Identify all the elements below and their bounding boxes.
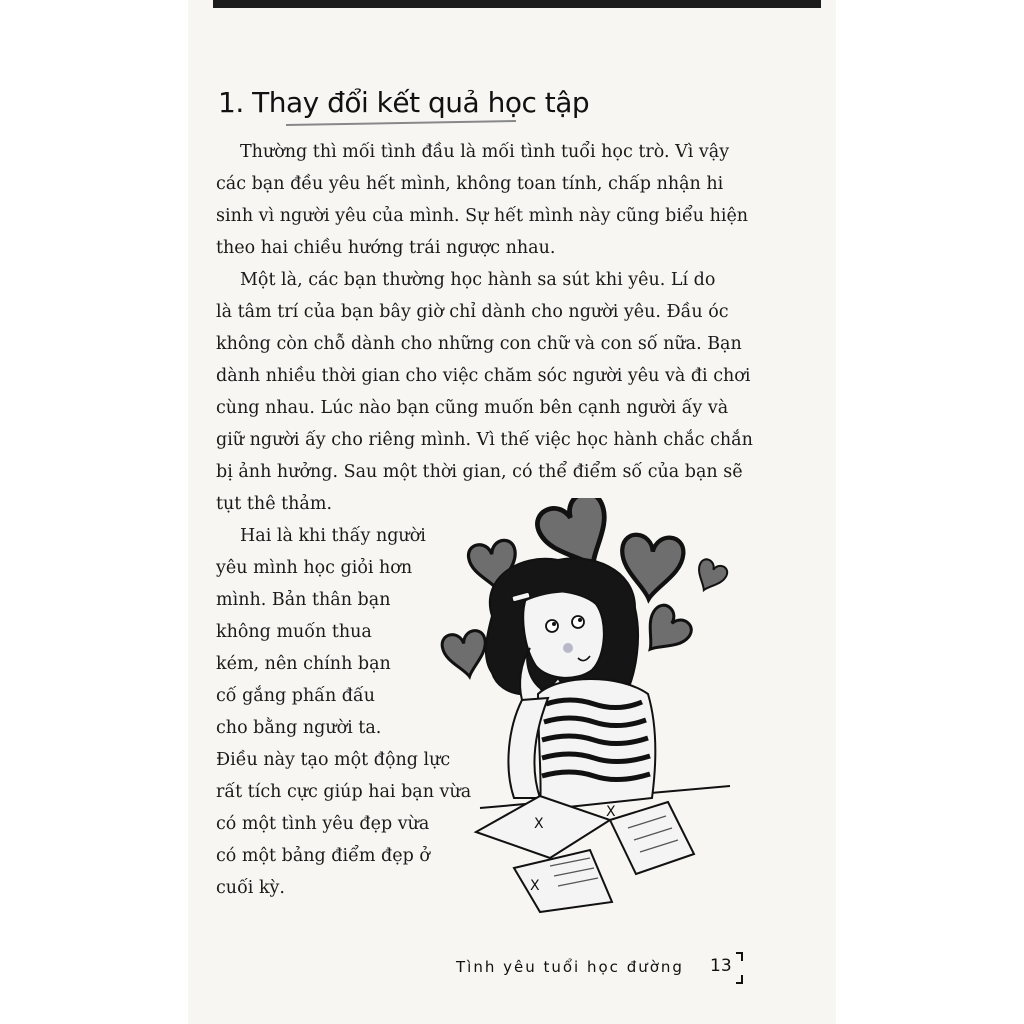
text-line: các bạn đều yêu hết mình, không toan tính, chấp nhận hi (216, 174, 724, 194)
text-line: Một là, các bạn thường học hành sa sút khi yêu. Lí do (240, 270, 716, 290)
text-line: cho bằng người ta. (216, 718, 382, 738)
text-line: Điều này tạo một động lực (216, 750, 451, 770)
text-line: cùng nhau. Lúc nào bạn cũng muốn bên cạnh người ấy và (216, 398, 729, 418)
text-line: có một tình yêu đẹp vừa (216, 814, 430, 834)
girl-daydreaming-illustration (430, 498, 750, 918)
eye-icon (572, 616, 584, 628)
text-line: là tâm trí của bạn bây giờ chỉ dành cho người yêu. Đầu óc (216, 302, 729, 322)
text-line: cố gắng phấn đấu (216, 686, 375, 706)
paper-mark: X (606, 804, 616, 820)
text-line: sinh vì người yêu của mình. Sự hết mình này cũng biểu hiện (216, 206, 749, 226)
pupil (578, 618, 582, 622)
text-line: bị ảnh hưởng. Sau một thời gian, có thể điểm số của bạn sẽ (216, 462, 743, 482)
paragraph-1 (216, 136, 764, 264)
page-top-edge (213, 0, 821, 8)
paragraph-2 (216, 264, 764, 520)
text-line: Hai là khi thấy người (240, 526, 426, 546)
text-line: có một bảng điểm đẹp ở (216, 846, 430, 866)
text-line: yêu mình học giỏi hơn (216, 558, 413, 578)
text-line: cuối kỳ. (216, 878, 285, 898)
shirt (538, 679, 655, 810)
paragraph-3 (216, 520, 472, 904)
text-line: dành nhiều thời gian cho việc chăm sóc người yêu và đi chơi (216, 366, 751, 386)
section-heading: 1. Thay đổi kết quả học tập (218, 86, 590, 119)
page-number: 13 (710, 956, 732, 976)
text-line: Thường thì mối tình đầu là mối tình tuổi học trò. Vì vậy (240, 142, 730, 162)
text-line: giữ người ấy cho riêng mình. Vì thế việc học hành chắc chắn (216, 430, 753, 450)
text-line: rất tích cực giúp hai bạn vừa (216, 782, 472, 802)
text-line: mình. Bản thân bạn (216, 590, 391, 610)
text-line: không còn chỗ dành cho những con chữ và con số nữa. Bạn (216, 334, 742, 354)
text-line: kém, nên chính bạn (216, 654, 391, 674)
paper-mark: X (534, 816, 544, 832)
text-line: theo hai chiều hướng trái ngược nhau. (216, 238, 556, 258)
heart-icon (691, 557, 730, 596)
text-line: tụt thê thảm. (216, 494, 333, 514)
eye-icon (546, 620, 558, 632)
paper-mark: X (530, 878, 540, 894)
paper-sheet (514, 850, 612, 912)
text-line: không muốn thua (216, 622, 372, 642)
page-number-bracket-icon (736, 952, 744, 984)
heart-icon (634, 601, 696, 663)
face (523, 591, 604, 678)
running-footer-title: Tình yêu tuổi học đường (456, 958, 684, 976)
pupil (552, 622, 556, 626)
paper-sheet (610, 802, 694, 874)
heart-icon (441, 629, 491, 680)
cheek (563, 643, 573, 653)
